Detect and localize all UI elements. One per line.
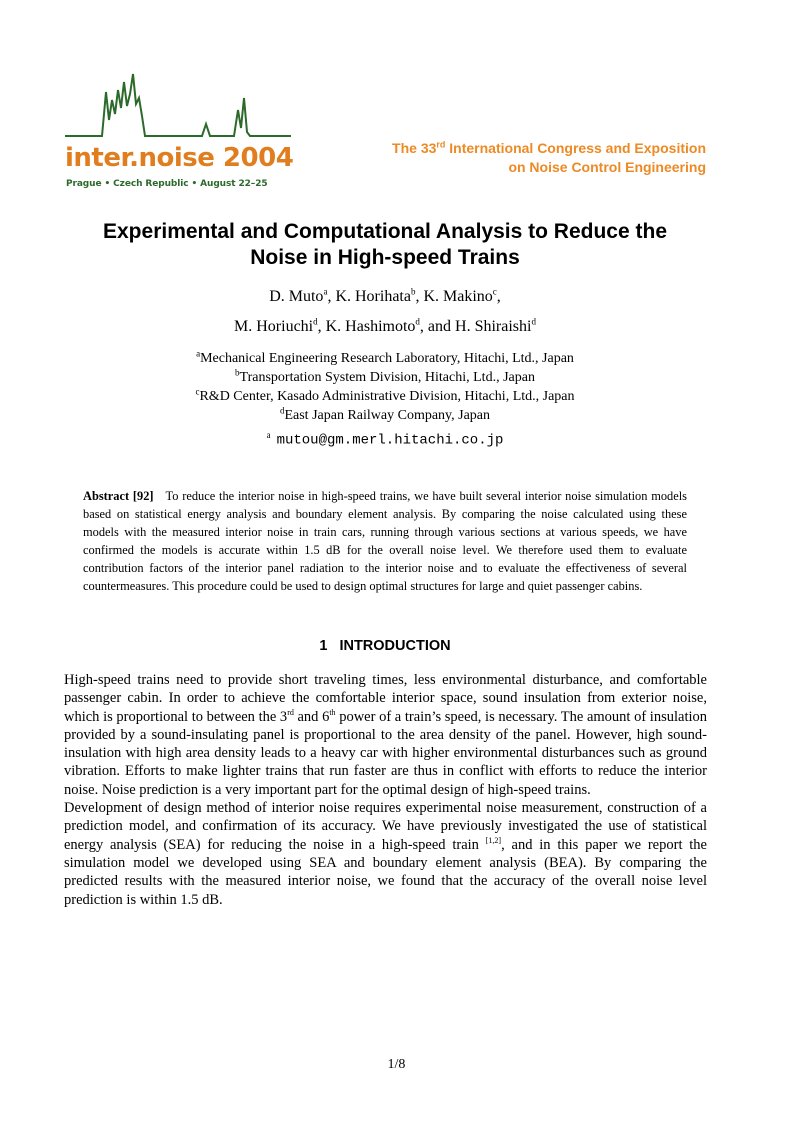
section-heading <box>60 638 710 654</box>
abstract-label: Abstract [92] <box>83 489 154 503</box>
author-line-2: M. Horiuchi$^d$, K. Hashimoto$^d$, and H. Shiraishi$^d$ <box>234 316 536 335</box>
author-line-1: D. Muto$^a$, K. Horihata$^b$, K. Makino$^c$, <box>269 286 501 305</box>
affiliations <box>60 349 710 425</box>
paragraph: High-speed trains need to provide short traveling times, less environmental disturbance, and comfortable passenger cabin. In order to achieve the comfortable interior space, sound insulation from exterior noise, which is proportional to between the 3rd and 6th power of a train’s speed, is necessary. The amount of insulation provided by a sound-insulating panel is proportional to the area density of the panel. However, high sound-insulation with high area density leads to a heavy car with higher environmental disturbances such as ground vibration. Efforts to make lighter trains that run faster are thus in conflict with efforts to reduce the interior noise. Noise prediction is a very important part for the optimal design of high-speed trains. <box>64 672 707 798</box>
author-list <box>60 282 710 342</box>
logo-location: Prague • Czech Republic • August 22–25 <box>66 179 268 189</box>
conference-line-1: The 33rd International Congress and Exposition <box>392 139 706 156</box>
affiliation: $^a$Mechanical Engineering Research Laboratory, Hitachi, Ltd., Japan <box>196 348 574 366</box>
author: K. Hashimoto <box>325 318 416 335</box>
internoise-logo <box>62 70 294 192</box>
abstract-text: To reduce the interior noise in high-speed trains, we have built several interior noise simulation models based on statistical energy analysis and boundary element analysis. By comparing the noise calculated using these models with the measured interior noise in train cars, running through various sections at various speeds, we have confirmed the models is accurate within 1.5 dB for the overall noise level. We therefore used them to evaluate contribution factors of the interior panel radiation to the interior noise and to evaluate the effectiveness of several countermeasures. This procedure could be used to design optimal structures for large and quiet passenger cabins. <box>83 489 687 593</box>
author: H. Shiraishi <box>455 318 532 335</box>
logo-wordmark: inter.noise 2004 <box>65 143 294 173</box>
body-text <box>64 671 707 909</box>
abstract <box>83 487 687 595</box>
author: M. Horiuchi <box>234 318 314 335</box>
paragraph: Development of design method of interior noise requires experimental noise measurement, construction of a prediction model, and confirmation of its accuracy. We have previously investigated the use of statistical energy analysis (SEA) for reducing the noise in a high-speed train [1,2], and in this paper we report the simulation model we developed using SEA and boundary element analysis (BEA). By comparing the predicted results with the measured interior noise, we found that the accuracy of the overall noise level prediction is within 1.5 dB. <box>64 800 707 908</box>
author: K. Horihata <box>335 288 411 305</box>
skyline-graphic-icon <box>62 70 294 150</box>
contact-email[interactable]: $^a$ mutou@gm.merl.hitachi.co.jp <box>266 430 504 449</box>
citation: [1,2] <box>485 835 502 845</box>
logo-skyline-line <box>65 74 291 136</box>
page-number: 1/8 <box>387 1057 406 1072</box>
section-number: 1 <box>319 638 328 654</box>
author: K. Makino <box>423 288 493 305</box>
author: D. Muto <box>269 288 324 305</box>
affiliation: $^b$Transportation System Division, Hitachi, Ltd., Japan <box>235 367 535 385</box>
affiliation: $^c$R&D Center, Kasado Administrative Division, Hitachi, Ltd., Japan <box>195 386 575 404</box>
conference-line-2: on Noise Control Engineering <box>508 159 706 175</box>
affiliation: $^d$East Japan Railway Company, Japan <box>279 405 491 423</box>
section-title: INTRODUCTION <box>339 638 451 654</box>
conference-title <box>392 139 706 177</box>
paper-title: Experimental and Computational Analysis to Reduce the Noise in High-speed Trains <box>103 220 667 269</box>
